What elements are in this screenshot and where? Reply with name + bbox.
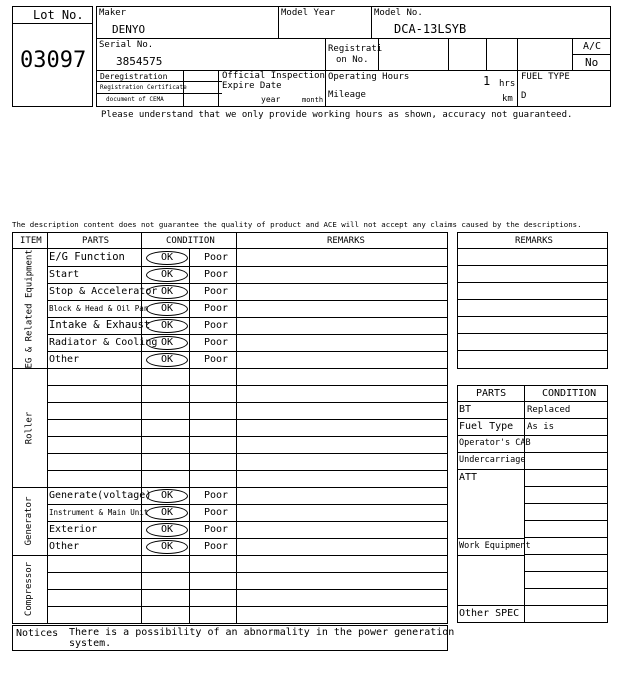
cema-label: document of CEMA — [106, 96, 164, 103]
parts-row-label: Operator's CAB — [459, 438, 531, 448]
operating-hours-label: Operating Hours — [328, 72, 410, 82]
maker-label: Maker — [99, 8, 127, 18]
condition-ok-circle: OK — [146, 523, 188, 537]
condition-ok-circle: OK — [146, 506, 188, 520]
lot-no-label: Lot No. — [33, 8, 84, 22]
col-remarks-header: REMARKS — [327, 236, 365, 246]
condition-ok-circle: OK — [146, 319, 188, 333]
model-no-label: Model No. — [374, 8, 423, 18]
parts-row-label: Other SPEC — [459, 608, 520, 619]
notices-text-2: system. — [69, 638, 112, 649]
part-label: Block & Head & Oil Pan — [49, 303, 149, 313]
condition-poor-label: Poor — [204, 490, 229, 501]
condition-col-header: CONDITION — [542, 388, 597, 399]
parts-row-label: Undercarriage — [459, 455, 526, 465]
hours-notice: Please understand that we only provide working hours as shown, accuracy not guaranteed. — [101, 110, 573, 120]
part-label: Radiator & Cooling — [49, 336, 158, 348]
registration-certificate-label: Registration Certificate — [100, 84, 187, 91]
condition-ok-circle: OK — [146, 302, 188, 316]
hrs-label: hrs — [499, 79, 516, 89]
condition-poor-label: Poor — [204, 507, 229, 518]
parts-row-condition: As is — [527, 422, 555, 432]
condition-poor-label: Poor — [204, 354, 229, 365]
official-inspection-label: Official Inspection — [222, 71, 325, 81]
operating-hours-value: 1 — [483, 74, 491, 88]
registration-no-label: Registrati — [328, 44, 383, 54]
condition-ok-circle: OK — [146, 489, 188, 503]
expire-date-label: Expire Date — [222, 81, 282, 91]
parts-row-label: Work Equipment — [459, 541, 531, 551]
part-label: Exterior — [49, 523, 98, 535]
part-label: E/G Function — [49, 251, 125, 264]
km-label: km — [502, 94, 513, 104]
mileage-label: Mileage — [328, 90, 366, 100]
parts-row-label: BT — [459, 404, 472, 415]
condition-poor-label: Poor — [204, 286, 229, 297]
col-parts-header: PARTS — [82, 236, 110, 246]
part-label: Generate(voltage) — [49, 489, 152, 501]
year-label: year — [261, 95, 281, 104]
part-label: Intake & Exhaust — [49, 319, 151, 332]
remarks-title: REMARKS — [515, 236, 553, 246]
fuel-type-value: D — [521, 91, 527, 101]
notices-text: There is a possibility of an abnormality in the power generation — [69, 627, 455, 638]
part-label: Other — [49, 353, 80, 365]
registration-no-label-2: on No. — [336, 55, 369, 65]
serial-no-label: Serial No. — [99, 40, 154, 50]
condition-ok-circle: OK — [146, 336, 188, 350]
condition-poor-label: Poor — [204, 337, 229, 348]
disclaimer: The description content does not guarantee the quality of product and ACE will not accept any claims caused by the descriptions. — [12, 220, 582, 229]
section-label: Generator — [24, 496, 34, 546]
condition-ok-circle: OK — [146, 540, 188, 554]
parts-row-condition: Replaced — [527, 405, 571, 415]
notices-label: Notices — [16, 628, 59, 639]
part-label: Stop & Accelerator — [49, 285, 158, 297]
parts-row-label: ATT — [459, 472, 478, 483]
part-label: Start — [49, 268, 80, 280]
month-label: month — [302, 96, 324, 104]
fuel-type-label: FUEL TYPE — [521, 72, 570, 82]
part-label: Instrument & Main Unit — [49, 507, 149, 517]
lot-no-value: 03097 — [20, 48, 87, 73]
model-year-label: Model Year — [281, 8, 336, 18]
ac-value: No — [585, 56, 599, 69]
deregistration-label: Deregistration — [100, 72, 168, 81]
serial-no-value: 3854575 — [116, 55, 163, 68]
col-item-header: ITEM — [20, 236, 42, 246]
condition-poor-label: Poor — [204, 303, 229, 314]
condition-poor-label: Poor — [204, 269, 229, 280]
part-label: Other — [49, 540, 80, 552]
model-no-value: DCA-13LSYB — [394, 22, 467, 36]
condition-poor-label: Poor — [204, 524, 229, 535]
condition-ok-circle: OK — [146, 268, 188, 282]
parts-col-header: PARTS — [476, 388, 507, 399]
condition-ok-circle: OK — [146, 353, 188, 367]
condition-poor-label: Poor — [204, 541, 229, 552]
parts-row-label: Fuel Type — [459, 421, 514, 432]
col-condition-header: CONDITION — [166, 236, 215, 246]
condition-poor-label: Poor — [204, 320, 229, 331]
maker-value: DENYO — [112, 23, 146, 36]
condition-poor-label: Poor — [204, 252, 229, 263]
section-label: EG & Related Equipment — [24, 248, 34, 368]
condition-ok-circle: OK — [146, 251, 188, 265]
section-label: Compressor — [24, 561, 34, 617]
condition-ok-circle: OK — [146, 285, 188, 299]
section-label: Roller — [24, 411, 34, 444]
ac-label: A/C — [583, 41, 602, 52]
